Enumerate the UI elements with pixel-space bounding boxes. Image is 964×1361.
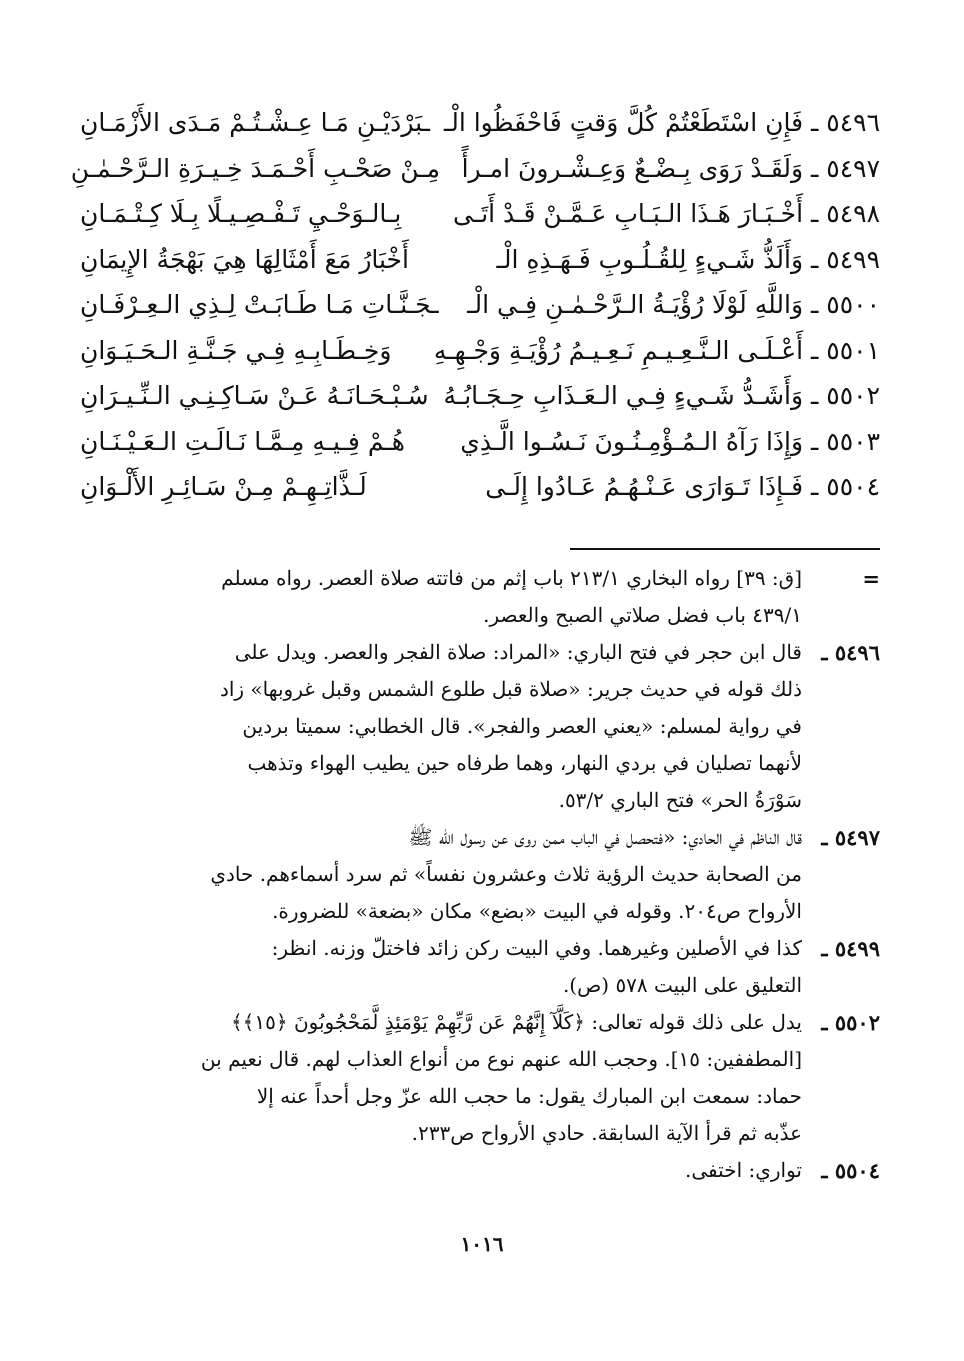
verse-5502 xyxy=(80,373,880,419)
footnote-line: الأرواح ص٢٠٤. وقوله في البيت «بضع» مكان «بضعة» للضرورة. xyxy=(272,899,802,923)
verse-first-hemistich: ٥٤٩٦ ـ فَإِنِ اسْتَطَعْتُمْ كُلَّ وَقتٍ فَاحْفَظُوا الْـ xyxy=(443,108,880,138)
footnotes xyxy=(84,560,880,1189)
footnote-number: ٥٤٩٦ ـ xyxy=(821,640,880,665)
footnote-line: ٤٣٩/١ باب فضل صلاتي الصبح والعصر. xyxy=(483,603,802,627)
footnote-line: عذّبه ثم قرأ الآية السابقة. حادي الأرواح ص٢٣٣. xyxy=(411,1121,802,1145)
footnote-text xyxy=(84,560,802,634)
footnote-continued xyxy=(84,560,880,634)
footnote-line: ذلك قوله في حديث جرير: «صلاة قبل طلوع الشمس وقبل غروبها» زاد xyxy=(219,677,802,701)
footnote-number: ٥٥٠٤ ـ xyxy=(821,1158,880,1183)
verse-second-hemistich: مِـنْ صَحْـبِ أَحْـمَـدَ خِـيـرَةِ الـرَّحْـمٰـنِ xyxy=(70,153,440,183)
footnote-marker: = xyxy=(862,566,880,591)
verse-second-hemistich: ـبَرْدَيْـنِ مَـا عِـشْـتُـمْ مَـدَى الأَزْمَـانِ xyxy=(80,108,430,138)
verse-5498 xyxy=(80,191,880,237)
footnote-5497 xyxy=(84,819,880,930)
verse-first-hemistich: ٥٤٩٩ ـ وَأَلَذُّ شَـيءٍ لِلقُـلُـوبِ فَـهَـذِهِ الْـ xyxy=(496,244,880,274)
page-number: ١٠١٦ xyxy=(460,1232,504,1256)
verse-first-hemistich: ٥٤٩٧ ـ وَلَقَـدْ رَوَى بِـضْـعٌ وَعِـشْـرونَ امـرأً xyxy=(461,153,880,183)
footnote-text xyxy=(84,634,802,819)
verse-5496 xyxy=(80,100,880,146)
footnote-line: حماد: سمعت ابن المبارك يقول: ما حجب الله عزّ وجل أحداً عنه إلا xyxy=(256,1084,802,1108)
footnote-line: يدل على ذلك قوله تعالى: ﴿كَلَّآ إِنَّهُمْ عَن رَّبِّهِمْ يَوْمَئِذٍ لَّمَحْجُوبُونَ ﴿١٥﴾﴾ xyxy=(230,1010,802,1034)
footnote-number: ٥٤٩٩ ـ xyxy=(821,936,880,961)
verse-first-hemistich: ٥٥٠٣ ـ وَإِذَا رَآهُ الـمُـؤْمِـنُـونَ نَـسُـوا الَّـذِي xyxy=(460,426,880,456)
footnote-number: ٥٤٩٧ ـ xyxy=(821,825,880,850)
verse-5503 xyxy=(80,419,880,465)
verse-5500 xyxy=(80,282,880,328)
footnote-line: قال ابن حجر في فتح الباري: «المراد: صلاة الفجر والعصر. ويدل على xyxy=(234,640,802,664)
verse-second-hemistich: ـجَـنَّـاتِ مَـا طَـابَـتْ لِـذِي الـعِـرْفَـانِ xyxy=(80,290,439,320)
verse-5504 xyxy=(80,464,880,510)
verse-first-hemistich: ٥٥٠١ ـ أَعْـلَـى الـنَّـعِـيـمِ نَـعِـيـمُ رُؤْيَـةِ وَجْـهِـهِ xyxy=(433,335,880,365)
footnote-text xyxy=(84,819,802,930)
footnote-line: قال الناظم في الحادي: «فتحصل في الباب ممن روى عن رسول الله ﷺ xyxy=(408,825,802,849)
footnote-5499 xyxy=(84,930,880,1004)
verse-first-hemistich: ٥٥٠٤ ـ فَـإِذَا تَـوَارَى عَـنْـهُـمُ عَـادُوا إِلَـى xyxy=(485,472,880,502)
footnote-line: تواري: اختفى. xyxy=(685,1158,802,1182)
footnote-line: التعليق على البيت ٥٧٨ (ص). xyxy=(562,973,802,997)
verse-first-hemistich: ٥٥٠٠ ـ وَاللَّهِ لَوْلَا رُؤْيَـةُ الـرَّحْـمٰـنِ فِـي الْـ xyxy=(467,290,880,320)
verse-5497 xyxy=(70,146,880,192)
footnote-line: كذا في الأصلين وغيرهما. وفي البيت ركن زائد فاختلّ وزنه. انظر: xyxy=(271,936,802,960)
verse-second-hemistich: لَـذَّاتِـهِـمْ مِـنْ سَـائِـرِ الأَلْـوَانِ xyxy=(80,472,367,502)
verse-second-hemistich: سُـبْـحَـانَـهُ عَـنْ سَـاكِـنِـي الـنِّـيـرَانِ xyxy=(80,381,429,411)
verse-second-hemistich: أَخْبَارُ مَعَ أَمْثَالِهَا هِيَ بَهْجَةُ الإِيمَانِ xyxy=(80,244,409,274)
footnote-line: لأنهما تصليان في بردي النهار، وهما طرفاه حين يطيب الهواء وتذهب xyxy=(247,751,802,775)
verse-first-hemistich: ٥٤٩٨ ـ أَخْـبَـارَ هَـذَا الـبَـابِ عَـمَّـنْ قَـدْ أَتَـى xyxy=(453,199,880,229)
verse-5501 xyxy=(80,328,880,374)
footnote-text xyxy=(84,1004,802,1152)
verse-5499 xyxy=(80,237,880,283)
footnote-line: [المطففين: ١٥]. وحجب الله عنهم نوع من أنواع العذاب لهم. قال نعيم بن xyxy=(200,1047,802,1071)
footnote-divider xyxy=(570,548,880,550)
verse-first-hemistich: ٥٥٠٢ ـ وَأَشَـدُّ شَـيءٍ فِـي الـعَـذَابِ حِـجَـابُـهُ xyxy=(443,381,880,411)
verse-second-hemistich: بِـالـوَحْـيِ تَـفْـصِـيـلًا بِـلَا كِـتْـمَـانِ xyxy=(80,199,402,229)
footnote-5504 xyxy=(84,1152,880,1189)
footnote-line: في رواية لمسلم: «يعني العصر والفجر». قال الخطابي: سميتا بردين xyxy=(242,714,802,738)
footnote-5496 xyxy=(84,634,880,819)
footnote-number: ٥٥٠٢ ـ xyxy=(821,1010,880,1035)
footnote-line: سَوْرَةُ الحر» فتح الباري ٥٣/٢. xyxy=(558,788,802,812)
footnote-line: من الصحابة حديث الرؤية ثلاث وعشرون نفساً» ثم سرد أسماءهم. حادي xyxy=(210,862,802,886)
footnote-line: [ق: ٣٩] رواه البخاري ٢١٣/١ باب إثم من فاتته صلاة العصر. رواه مسلم xyxy=(221,566,802,590)
footnote-5502 xyxy=(84,1004,880,1152)
poem-verses xyxy=(70,100,880,510)
footnote-text xyxy=(84,930,802,1004)
verse-second-hemistich: وَخِـطَـابِـهِ فِـي جَـنَّـةِ الـحَـيَـوَانِ xyxy=(80,335,392,365)
footnote-text xyxy=(84,1152,802,1189)
verse-second-hemistich: هُـمْ فِـيـهِ مِـمَّـا نَـالَـتِ الـعَـيْـنَـانِ xyxy=(80,426,405,456)
